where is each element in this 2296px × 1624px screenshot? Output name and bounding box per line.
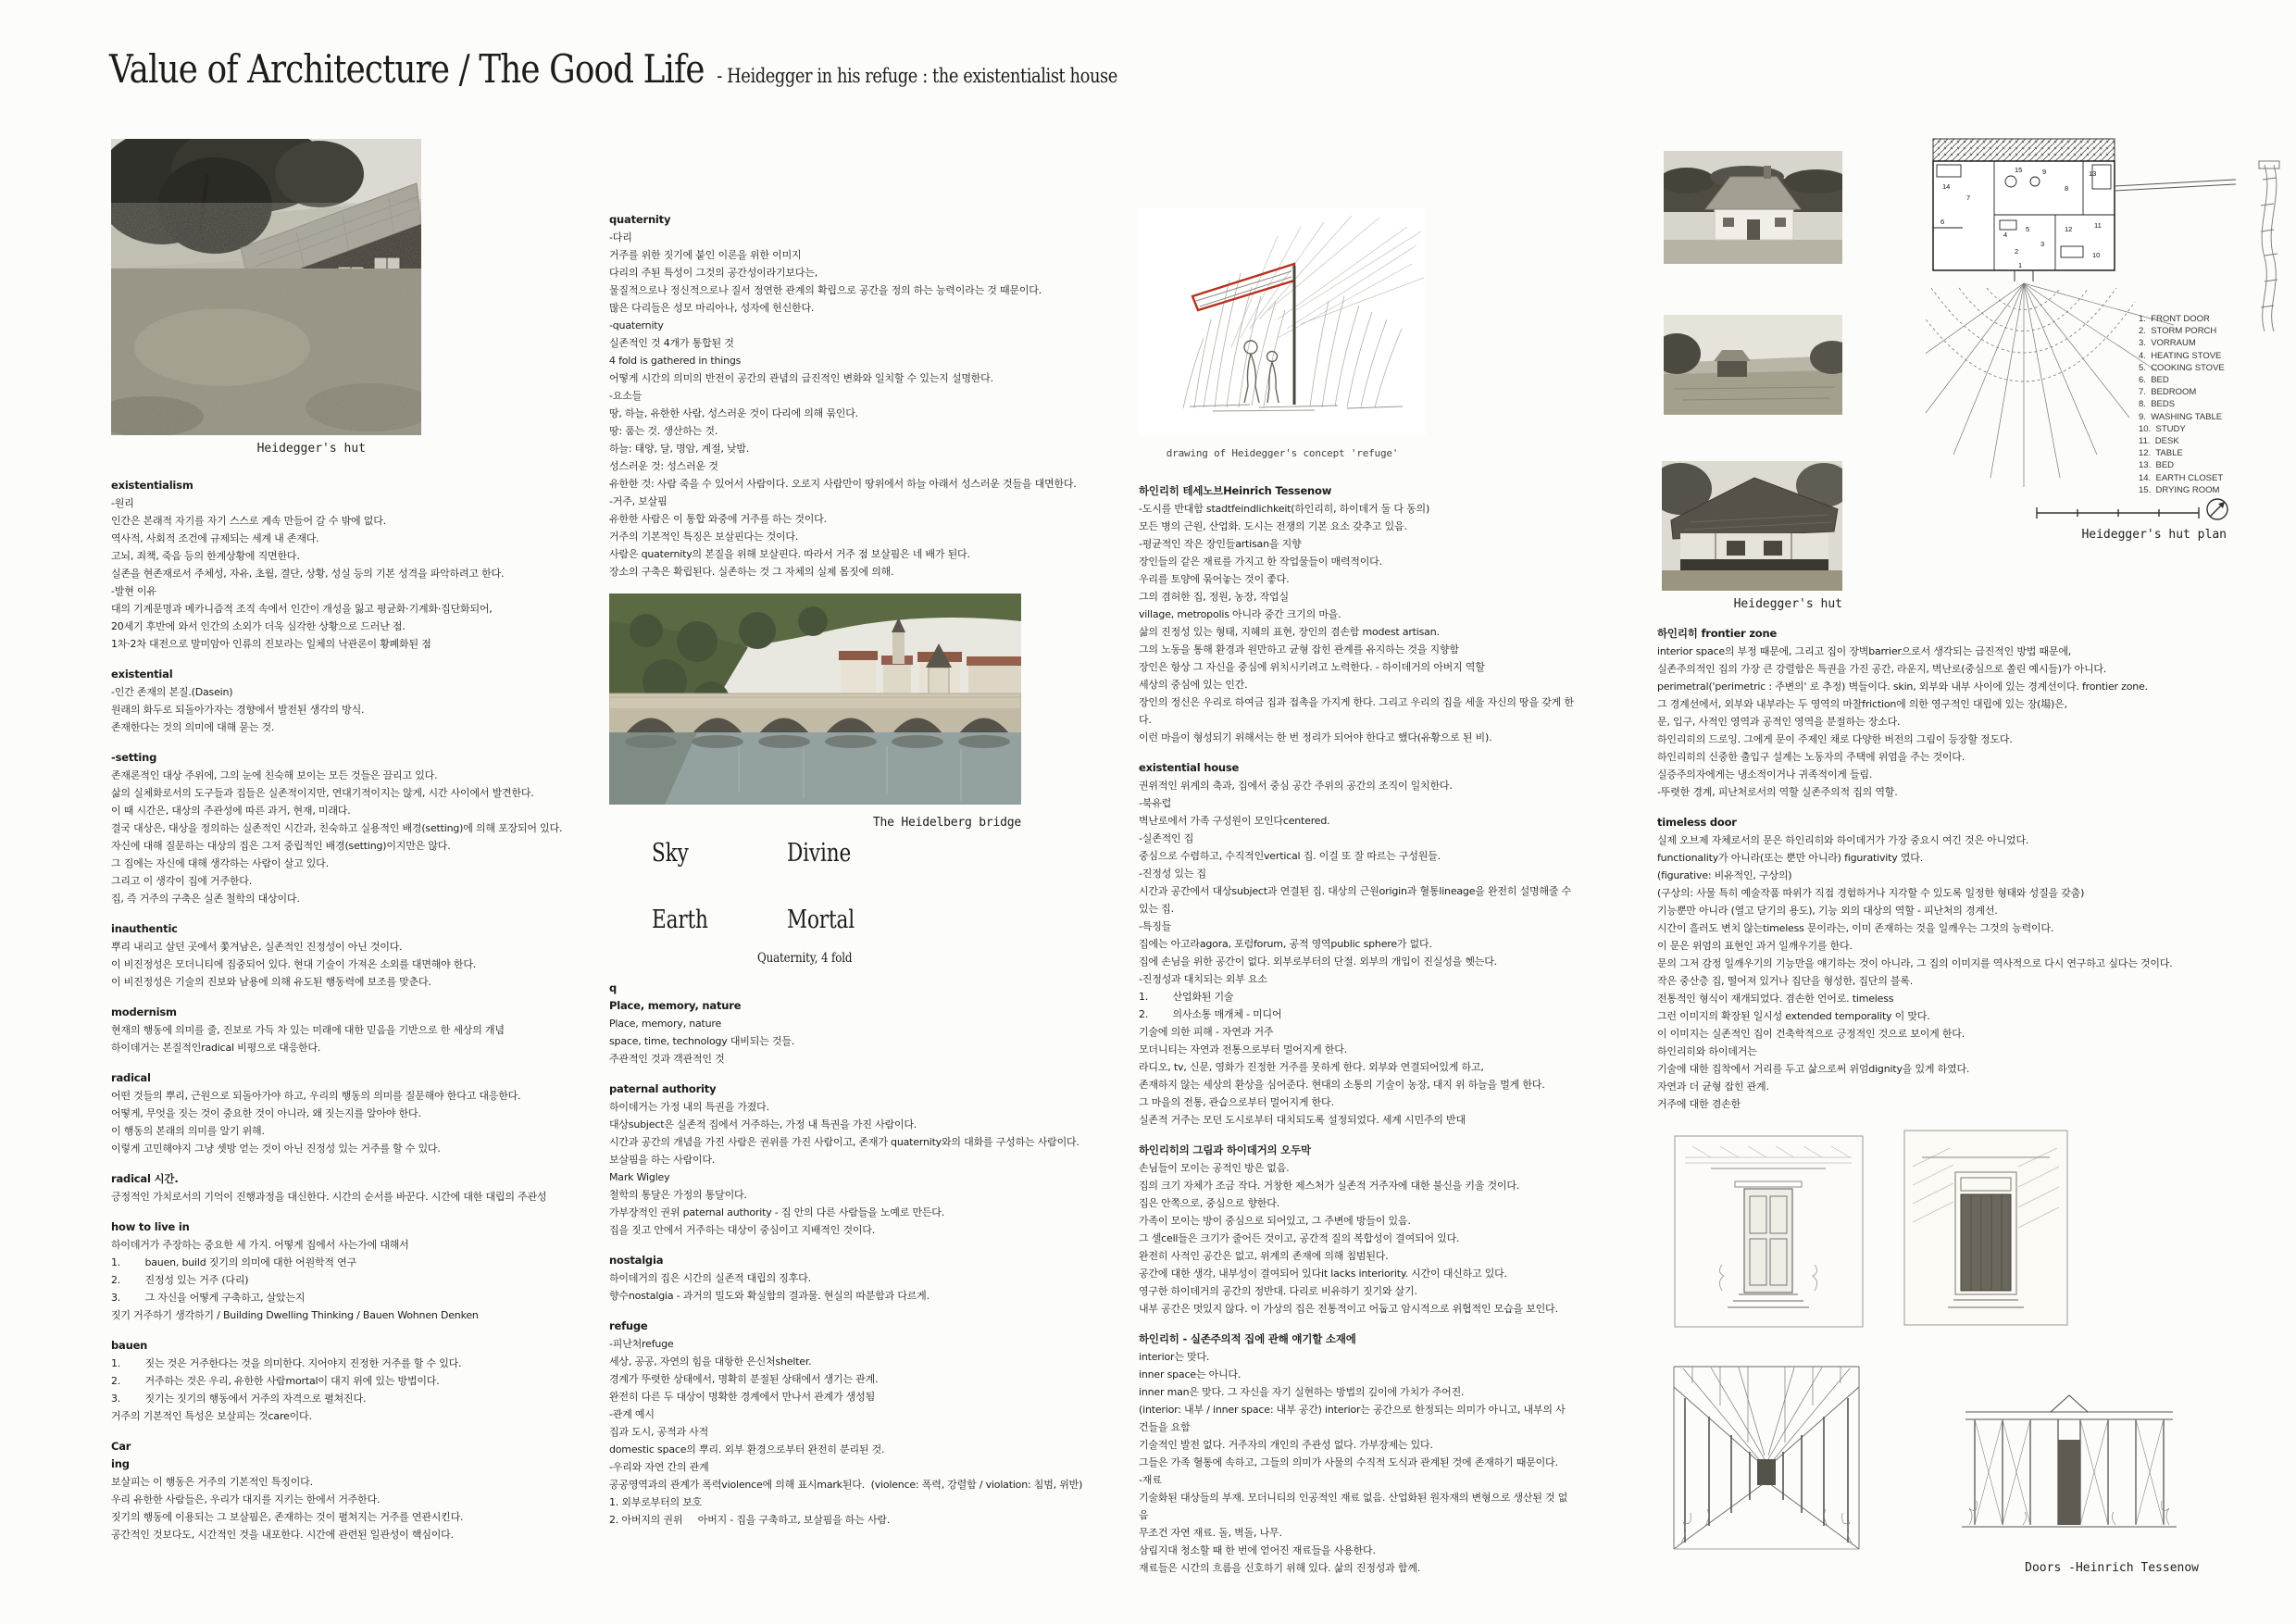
- refuge-concept-sketch: [1139, 208, 1574, 441]
- section-line: 1. 외부로부터의 보호: [609, 1496, 703, 1508]
- section-line: 재료들은 시간의 흐름을 신호하기 위해 있다. 삶의 진정성과 함께.: [1139, 1562, 1421, 1574]
- section-line: 삶의 진정성 있는 형태, 지혜의 표현, 장인의 겸손함 modest artisan.: [1139, 626, 1440, 638]
- section-line: 주관적인 것과 객관적인 것: [609, 1053, 725, 1065]
- section-line: 그 셀cell들은 크기가 줄어든 것이고, 공간적 질의 복합성이 결여되어 있다.: [1139, 1232, 1460, 1244]
- doors-caption: Doors -Heinrich Tessenow: [2025, 1561, 2199, 1575]
- section-line: 20세기 후반에 와서 인간의 소외가 더욱 심각한 상황으로 드러난 점.: [111, 620, 406, 632]
- section-line: 시간이 흘러도 변치 않는timeless 문이라는, 이미 존재하는 것을 일깨우는 그것의 능력이다.: [1657, 922, 2054, 934]
- legend-item: 1. FRONT DOOR: [2139, 314, 2210, 324]
- section-line: -뚜렷한 경계, 피난처로서의 역할 실존주의적 집의 역할.: [1657, 786, 1898, 798]
- svg-text:5: 5: [2026, 225, 2030, 233]
- section-line: 많은 다리들은 성모 마리아나, 성자에 헌신한다.: [609, 302, 815, 314]
- heidelberg-bridge-photo: [609, 593, 1109, 810]
- svg-text:11: 11: [2094, 221, 2102, 230]
- section-line: -평균적인 작은 장인들artisan을 지향: [1139, 538, 1302, 550]
- section-line: 삶의 실체화로서의 도구들과 집들은 실존적이지만, 연대기적이지는 않게, 시간 사이에서 발견한다.: [111, 787, 534, 799]
- tessenow-text: [1139, 482, 1574, 1577]
- svg-text:1: 1: [2018, 261, 2023, 269]
- section-line: 집의 크기 자체가 조금 작다. 거창한 제스처가 실존적 거주자에 대한 불신을 키울 것이다.: [1139, 1180, 1520, 1192]
- section-line: 사람은 quaternity의 본질을 위해 보살핀다. 따라서 거주 점 보살핌은 네 배가 된다.: [609, 548, 970, 560]
- section-line: 경계가 뚜렷한 상태에서, 명확히 분절된 상태에서 생기는 관계.: [609, 1373, 879, 1385]
- section-line: 긍정적인 가치로서의 기억이 진행과정을 대신한다. 시간의 순서를 바꾼다. 시간에 대한 대립의 주관성: [111, 1191, 547, 1203]
- section-line: 그 집에는 자신에 대해 생각하는 사람이 살고 있다.: [111, 857, 329, 869]
- section-heading: 하인리히 - 실존주의적 집에 관해 얘기할 소재에: [1139, 1332, 1356, 1345]
- text-section: [609, 980, 1109, 1068]
- legend-item: 12. TABLE: [2139, 448, 2183, 459]
- left-photo-caption: Heidegger's hut: [256, 442, 366, 456]
- section-line: 유한한 사람은 이 통합 와중에 거주를 하는 것이다.: [609, 513, 827, 525]
- section-line: 실증주의자에게는 냉소적이거나 귀족적이게 들림.: [1657, 768, 1873, 781]
- section-line: 하늘: 태양, 달, 명암, 계절, 낮밤.: [609, 443, 750, 455]
- section-line: 1. 산업화된 기술: [1139, 991, 1234, 1003]
- section-line: 현재의 행동에 의미를 줄, 진보로 가득 차 있는 미래에 대한 믿음을 기반으로 한 세상의 개념: [111, 1024, 505, 1036]
- section-line: 하이데거는 본질적인radical 비평으로 대응한다.: [111, 1042, 321, 1054]
- door-drawing-1: [1674, 1135, 1864, 1331]
- section-line: 실존적인 것 4개가 통합된 것: [609, 337, 734, 349]
- section-line: 1. 짓는 것은 거주한다는 것을 의미한다. 지어야지 진정한 거주를 할 수 있다.: [111, 1357, 462, 1369]
- hut-landscape-photo: [1664, 315, 1842, 418]
- section-line: -특징들: [1139, 920, 1172, 932]
- section-line: 유한한 것: 사람 죽을 수 있어서 사람이다. 오로지 사람만이 땅위에서 하늘 아래서 성스러운 것들을 대면한다.: [609, 478, 1077, 490]
- section-line: -거주, 보살핌: [609, 495, 668, 507]
- quaternity-earth-label: Earth: [652, 906, 708, 934]
- section-line: interior는 맞다.: [1139, 1351, 1210, 1363]
- section-line: 무조건 자연 재료. 돌, 벽돌, 나무.: [1139, 1527, 1282, 1539]
- section-line: 집에 손님을 위한 공간이 없다. 외부로부터의 단절. 외부의 개입이 진실성을 헷는다.: [1139, 956, 1497, 968]
- section-line: 존재론적인 대상 주위에, 그의 눈에 친숙해 보이는 모든 것들은 끌리고 있다.: [111, 769, 438, 781]
- legend-item: 2. STORM PORCH: [2139, 326, 2217, 337]
- svg-text:7: 7: [1966, 194, 1971, 202]
- section-line: 결국 대상은, 대상을 정의하는 실존적인 시간과, 친숙하고 실용적인 배경(setting)에 의해 포장되어 있다.: [111, 822, 563, 834]
- legend-item: 4. HEATING STOVE: [2139, 350, 2222, 361]
- section-line: 이 문은 위엄의 표현인 과거 일깨우기를 한다.: [1657, 940, 1853, 952]
- section-line: space, time, technology 대비되는 것들.: [609, 1035, 795, 1047]
- svg-text:12: 12: [2065, 225, 2073, 233]
- quaternity-text: [609, 211, 1109, 581]
- section-line: (figurative: 비유적인, 구상의): [1657, 869, 1792, 881]
- section-line: 장인의 정신은 우리로 하여금 집과 접촉을 가지게 한다. 그리고 우리의 집을 세울 자신의 땅을 갖게 한다.: [1139, 696, 1574, 726]
- section-heading: timeless door: [1657, 816, 1737, 829]
- section-line: 하인리히의 드로잉. 그에게 문이 주제인 채로 다양한 버전의 그림이 등장할 정도다.: [1657, 733, 2013, 745]
- trellis-sketch: [1958, 1384, 2180, 1555]
- section-line: 대의 기계문명과 메카니즘적 조직 속에서 인간이 개성을 잃고 평균화·기계화·집단화되어,: [111, 603, 493, 615]
- section-line: 우리 유한한 사람들은, 우리가 대지를 지키는 한에서 거주한다.: [111, 1493, 381, 1505]
- section-line: functionality가 아니라(또는 뿐만 아니라) figurativity 였다.: [1657, 852, 1924, 864]
- section-line: 다리의 주된 특성이 그것의 공간성이라기보다는,: [609, 267, 818, 279]
- legend-item: 14. EARTH CLOSET: [2139, 472, 2224, 483]
- section-heading: paternal authority: [609, 1082, 717, 1095]
- section-heading: inauthentic: [111, 922, 178, 935]
- section-heading: Car: [111, 1440, 131, 1453]
- section-line: 삼림지대 청소할 때 한 번에 얻어진 재료들을 사용한다.: [1139, 1544, 1376, 1556]
- section-line: 집과 도시, 공적과 사적: [609, 1426, 709, 1438]
- legend-item: 13. BED: [2139, 460, 2175, 471]
- section-line: 어떻게 시간의 의미의 반전이 공간의 관념의 급진적인 변화와 일치할 수 있는지 설명한다.: [609, 372, 993, 384]
- section-line: 짓기 거주하기 생각하기 / Building Dwelling Thinking / Bauen Wohnen Denken: [111, 1309, 479, 1321]
- section-line: 그의 노동을 통해 환경과 원만하고 균형 잡힌 관계를 유지하는 것을 지향함: [1139, 643, 1459, 656]
- section-line: -quaternity: [609, 319, 664, 331]
- section-line: -요소들: [609, 390, 643, 402]
- section-line: 공간에 대한 생각, 내부성이 결여되어 있다it lacks interiority. 시간이 대신하고 있다.: [1139, 1268, 1507, 1280]
- section-line: 하이데거가 주장하는 중요한 세 가지. 어떻게 집에서 사는가에 대해서: [111, 1239, 409, 1251]
- text-section: [609, 1318, 1109, 1529]
- section-line: -원리: [111, 497, 134, 509]
- section-line: 그리고 이 생각이 집에 거주한다.: [111, 875, 253, 887]
- quaternity-diagram: [609, 837, 1109, 978]
- section-heading: 하인리히 frontier zone: [1657, 627, 1778, 640]
- section-line: 전통적인 형식이 재개되었다. 겸손한 언어로. timeless: [1657, 993, 1894, 1005]
- section-line: 짓기의 행동에 이용되는 그 보살핌은, 존재하는 것이 펼쳐지는 거주를 연관시킨다.: [111, 1511, 464, 1523]
- hut-plan-caption: Heidegger's hut plan: [2081, 528, 2227, 542]
- section-line: -인간 존재의 본질.(Dasein): [111, 686, 233, 698]
- text-section: [1657, 625, 2185, 801]
- section-line: 3. 그 자신을 어떻게 구축하고, 살았는지: [111, 1292, 306, 1304]
- section-line: 이렇게 고민해야지 그냥 셋방 얻는 것이 아닌 진정성 있는 거주를 할 수 있다.: [111, 1143, 441, 1155]
- section-line: 문의 그저 감정 일깨우기의 기능만을 얘기하는 것이 아니라, 그 집의 이미지를 역사적으로 다시 연구하고 싶다는 것이다.: [1657, 957, 2173, 969]
- section-line: 원래의 화두로 되돌아가자는 경향에서 발전된 생각의 방식.: [111, 704, 365, 716]
- section-line: 우리를 토양에 묶어놓는 것이 좋다.: [1139, 573, 1290, 585]
- section-heading: Place, memory, nature: [609, 999, 742, 1012]
- section-line: 존재하지 않는 세상의 환상을 심어준다. 현대의 소통의 기술이 농장, 대지 위 하늘을 멀게 한다.: [1139, 1079, 1545, 1091]
- section-line: 2. 거주하는 것은 우리, 유한한 사람mortal이 대지 위에 있는 방법이다.: [111, 1375, 440, 1387]
- svg-text:9: 9: [2042, 168, 2047, 176]
- section-line: 모든 병의 근원, 산업화. 도시는 전쟁의 기본 요소 갖추고 있음.: [1139, 520, 1407, 532]
- legend-item: 6. BED: [2139, 375, 2169, 386]
- text-section: [111, 749, 630, 907]
- section-line: 하이데거는 가정 내의 특권을 가졌다.: [609, 1101, 769, 1113]
- section-line: 1차·2차 대전으로 말미암아 인류의 진보라는 일체의 낙관론이 황폐화된 점: [111, 638, 431, 650]
- section-line: 모더니티는 자연과 전통으로부터 멀어지게 한다.: [1139, 1043, 1348, 1056]
- section-line: 손님들이 모이는 공적인 방은 없음.: [1139, 1162, 1290, 1174]
- column-tessenow: [1139, 208, 1574, 1590]
- text-section: [111, 1337, 630, 1425]
- section-line: 집은 안쪽으로, 중심으로 향한다.: [1139, 1197, 1280, 1209]
- quaternity-caption: Quaternity, 4 fold: [757, 951, 853, 966]
- section-line: (구상의: 사물 특히 예술작품 따위가 직접 경험하거나 지각할 수 있도록 일정한 형태와 성질을 갖춤): [1657, 887, 2085, 899]
- section-line: 장소의 구축은 확립된다. 실존하는 것 그 자체의 실제 몸짓에 의해.: [609, 566, 894, 578]
- right-hut-caption: Heidegger's hut: [1733, 597, 1842, 611]
- section-line: 철학의 통달은 가정의 통달이다.: [609, 1189, 747, 1201]
- section-line: 이런 마을이 형성되기 위해서는 한 번 정리가 되어야 한다고 했다(유황으로 된 비).: [1139, 731, 1492, 743]
- text-section: [111, 1438, 630, 1543]
- section-heading: radical: [111, 1071, 151, 1084]
- section-line: 가족이 모이는 방이 중심으로 되어있고, 그 주변에 방들이 있음.: [1139, 1215, 1411, 1227]
- section-line: 내부 공간은 멋있지 않다. 이 가상의 집은 전통적이고 어둡고 암시적으로 위협적인 모습을 보인다.: [1139, 1303, 1558, 1315]
- section-heading: radical 시간.: [111, 1172, 179, 1185]
- section-heading: refuge: [609, 1319, 648, 1332]
- column-existentialism: [111, 477, 630, 1556]
- section-heading: how to live in: [111, 1220, 190, 1233]
- sketch-caption: drawing of Heidegger's concept 'refuge': [1166, 447, 1399, 459]
- section-line: -발현 이유: [111, 585, 156, 597]
- section-line: 2. 진정성 있는 거주 (다리): [111, 1274, 249, 1286]
- section-line: inner space는 아니다.: [1139, 1368, 1242, 1380]
- section-line: 시간과 공간에서 대상subject과 연결된 집. 대상의 근원origin과 혈통lineage을 완전히 설명해줄 수 있는 집.: [1139, 885, 1575, 915]
- section-line: 세상, 공공, 자연의 힘을 대항한 은신처shelter.: [609, 1355, 812, 1368]
- section-line: 어떻게, 무엇을 짓는 것이 중요한 것이 아니라, 왜 짓는지를 알아야 한다.: [111, 1107, 421, 1119]
- section-line: inner man은 맞다. 그 자신을 자기 실현하는 방법의 깊이에 가치가 주어진.: [1139, 1386, 1465, 1398]
- legend-item: 11. DESK: [2139, 436, 2179, 447]
- section-line: 3. 짓기는 짓기의 행동에서 거주의 자격으로 펼쳐진다.: [111, 1393, 367, 1405]
- section-line: 집에는 아고라agora, 포럼forum, 공적 영역public sphere가 없다.: [1139, 938, 1432, 950]
- text-section: [111, 1218, 630, 1324]
- svg-text:14: 14: [1942, 182, 1951, 191]
- quaternity-sky-label: Sky: [652, 839, 689, 868]
- svg-text:13: 13: [2089, 169, 2097, 178]
- text-section: [111, 1069, 630, 1157]
- section-line: 1. bauen, build 짓기의 의미에 대한 어원학적 연구: [111, 1256, 356, 1268]
- section-heading: 하인리히 테세노브Heinrich Tessenow: [1139, 484, 1332, 497]
- section-line: 문, 입구, 사적인 영역과 공적인 영역을 분절하는 장소다.: [1657, 716, 1901, 728]
- section-line: 이 때 시간은, 대상의 주관성에 따른 과거, 현재, 미래다.: [111, 805, 351, 817]
- section-heading: existential: [111, 668, 173, 681]
- section-line: domestic space의 뿌리. 외부 환경으로부터 완전히 분리된 것.: [609, 1443, 885, 1455]
- section-line: 그 마을의 전통, 관습으로부터 멀어지게 한다.: [1139, 1096, 1334, 1108]
- legend-item: 8. BEDS: [2139, 399, 2176, 410]
- section-line: 자연과 더 균형 잡힌 관계.: [1657, 1081, 1769, 1093]
- text-section: [609, 1081, 1109, 1239]
- section-line: 벽난로에서 가족 구성원이 모인다centered.: [1139, 815, 1330, 827]
- section-line: 그런 이미지의 확장된 일시성 extended temporality 이 맞다.: [1657, 1010, 1930, 1022]
- section-line: 땅, 하늘, 유한한 사람, 성스러운 것이 다리에 의해 묶인다.: [609, 407, 858, 419]
- section-line: Place, memory, nature: [609, 1018, 722, 1030]
- section-line: 그의 겸허한 집, 정원, 농장, 작업실: [1139, 591, 1289, 603]
- section-line: 거주에 대한 겸손한: [1657, 1098, 1741, 1110]
- section-line: village, metropolis 아니라 중간 크기의 마을.: [1139, 608, 1341, 620]
- section-line: 성스러운 것: 성스러운 것: [609, 460, 718, 472]
- section-heading: q: [609, 981, 618, 994]
- bridge-caption: The Heidelberg bridge: [872, 816, 1021, 830]
- section-line: 이 비진정성은 기술의 진보와 남용에 의해 유도된 행동력에 보조를 맞춘다.: [111, 976, 431, 988]
- hut-closeup-photo: [1662, 461, 1842, 594]
- section-line: 보살피는 이 행동은 거주의 기본적인 특징이다.: [111, 1476, 313, 1488]
- section-line: interior space의 부정 때문에, 그리고 집이 장벽barrier으로서 생각되는 급진적인 방법 때문에,: [1657, 645, 2072, 657]
- section-line: 그들은 가족 혈통에 속하고, 그들의 의미가 사물의 수직적 도식과 관계된 것에 존재하기 때문이다.: [1139, 1456, 1558, 1468]
- text-section: [1657, 814, 2185, 1113]
- section-line: -다리: [609, 231, 632, 244]
- section-heading: -setting: [111, 751, 157, 764]
- door-drawing-2: [1903, 1130, 2068, 1330]
- section-line: 거주의 기본적인 특성은 보살피는 것care이다.: [111, 1410, 312, 1422]
- section-heading: nostalgia: [609, 1254, 664, 1267]
- heidegger-hut-photo: [111, 139, 421, 435]
- plan-legend: [2139, 313, 2259, 496]
- text-section: [111, 666, 630, 736]
- text-section: [111, 1170, 630, 1206]
- legend-item: 15. DRYING ROOM: [2139, 484, 2220, 495]
- text-section: [1139, 482, 1574, 746]
- text-section: [609, 1252, 1109, 1305]
- section-line: 거주의 기본적인 특징은 보살핀다는 것이다.: [609, 531, 799, 543]
- section-line: -도시를 반대함 stadtfeindlichkeit(하인리히, 하이데거 둘 다 동의): [1139, 503, 1430, 515]
- section-line: 집, 즉 거주의 구축은 실존 철학의 대상이다.: [111, 893, 300, 905]
- section-line: 보살핌을 하는 사람이다.: [609, 1154, 716, 1166]
- section-line: 이 비진정성은 모더니티에 집중되어 있다. 현대 기술이 가져온 소외를 대면해야 한다.: [111, 958, 477, 970]
- section-line: 세상의 중심에 있는 인간.: [1139, 679, 1248, 691]
- section-line: -피난처refuge: [609, 1338, 674, 1350]
- column-frontier-zone: [1657, 625, 2185, 1126]
- section-line: 완전히 사적인 공간은 없고, 위계의 존재에 의해 침범된다.: [1139, 1250, 1389, 1262]
- section-line: 가부장적인 권위 paternal authority - 집 안의 다른 사람들을 노예로 만든다.: [609, 1206, 945, 1218]
- section-line: 기술화된 대상들의 부재. 모더니티의 인공적인 재료 없음. 산업화된 원자재의 변형으로 생산된 것 없음: [1139, 1492, 1568, 1521]
- section-heading: quaternity: [609, 213, 671, 226]
- section-line: 공공영역과의 관계가 폭력violence에 의해 표시mark된다. (violence: 폭력, 강렬함 / violation: 침범, 위반): [609, 1479, 1083, 1491]
- pergola-sketch: [1665, 1359, 1868, 1562]
- section-heading: ing: [111, 1457, 130, 1470]
- text-section: [1139, 1142, 1574, 1318]
- section-line: 하인리히와 하이데거는: [1657, 1045, 1757, 1057]
- section-heading: bauen: [111, 1339, 148, 1352]
- section-line: 기술적인 발전 없다. 거주자의 개인의 주관성 없다. 가부장제는 있다.: [1139, 1439, 1433, 1451]
- section-line: (interior: 내부 / inner space: 내부 공간) interior는 공간으로 한정되는 의미가 아니고, 내부의 사건들을 요함: [1139, 1404, 1566, 1433]
- column-quaternity: [609, 211, 1109, 1542]
- section-line: 장인들의 같은 재료를 가지고 한 작업물들이 매력적이다.: [1139, 556, 1382, 568]
- section-line: -진정성과 대치되는 외부 요소: [1139, 973, 1267, 985]
- section-line: 하이데거의 집은 시간의 실존적 대립의 징후다.: [609, 1272, 811, 1284]
- section-line: 그 경계선에서, 외부와 내부라는 두 영역의 마찰friction에 의한 영구적인 대립에 있는 장(場)은,: [1657, 698, 2067, 710]
- section-line: 기능뿐만 아니라 (열고 닫기의 용도), 기능 외의 대상의 역할 - 피난처의 경계선.: [1657, 905, 1998, 917]
- section-line: 집을 짓고 안에서 거주하는 대상이 중심이고 지배적인 것이다.: [609, 1224, 876, 1236]
- section-line: 4 fold is gathered in things: [609, 355, 742, 367]
- section-heading: 하인리히의 그림과 하이데거의 오두막: [1139, 1143, 1311, 1156]
- section-line: 역사적, 사회적 조건에 규제되는 세계 내 존재다.: [111, 532, 319, 544]
- section-line: 기술에 의한 피해 - 자연과 거주: [1139, 1026, 1274, 1038]
- legend-item: 10. STUDY: [2139, 423, 2186, 434]
- section-line: 땅: 품는 것. 생산하는 것.: [609, 425, 718, 437]
- svg-text:15: 15: [2015, 166, 2023, 174]
- text-section: [111, 920, 630, 991]
- section-line: 하인리히의 신중한 출입구 설계는 노동자의 주택에 위엄을 주는 것이다.: [1657, 751, 1965, 763]
- section-heading: modernism: [111, 1006, 177, 1018]
- section-line: -진정성 있는 집: [1139, 868, 1206, 880]
- section-line: 인간은 본래적 자기를 자기 스스로 계속 만들어 갈 수 밖에 없다.: [111, 515, 386, 527]
- legend-item: 9. WASHING TABLE: [2139, 411, 2223, 422]
- text-section: [609, 211, 1109, 581]
- section-line: 시간과 공간의 개념을 가진 사람은 권위를 가진 사람이고, 존재가 quaternity와의 대화를 구성하는 사람이다.: [609, 1136, 1079, 1148]
- section-heading: existentialism: [111, 479, 193, 492]
- section-line: 실제 오브제 자체로서의 문은 하인리히와 하이데거가 가장 중요시 여긴 것은 아니었다.: [1657, 834, 2029, 846]
- section-line: 물질적으로나 정신적으로나 질서 정연한 관계의 확립으로 공간을 정의 하는 능력이라는 것 때문이다.: [609, 284, 1042, 296]
- svg-text:2: 2: [2015, 247, 2019, 256]
- legend-item: 7. BEDROOM: [2139, 387, 2197, 398]
- section-line: 실존을 현존재로서 주체성, 자유, 초월, 결단, 상황, 성실 등의 기본 성격을 파악하려고 한다.: [111, 568, 505, 580]
- legend-item: 5. COOKING STOVE: [2139, 362, 2225, 373]
- svg-text:3: 3: [2040, 240, 2045, 248]
- section-line: 고뇌, 죄책, 죽음 등의 한계상황에 직면한다.: [111, 550, 300, 562]
- section-line: 실존적 거주는 모던 도시로부터 대치되도록 설정되었다. 세계 시민주의 반대: [1139, 1114, 1466, 1126]
- page-subtitle: - Heidegger in his refuge : the existentialist house: [717, 65, 1117, 87]
- section-line: 존재한다는 것의 의미에 대해 묻는 것.: [111, 721, 275, 733]
- paternal-authority-text: [609, 980, 1109, 1529]
- section-line: 이 행동의 본래의 의미를 알기 위해.: [111, 1125, 265, 1137]
- svg-text:4: 4: [2003, 231, 2008, 239]
- section-line: -우리와 자연 간의 관계: [609, 1461, 709, 1473]
- section-line: 중심으로 수렴하고, 수직적인vertical 집. 이걸 또 잘 따르는 구성원들.: [1139, 850, 1441, 862]
- section-line: 2. 의사소통 매개체 - 미디어: [1139, 1008, 1282, 1020]
- hut-model-photo: [1664, 151, 1842, 268]
- section-line: 공간적인 것보다도, 시간적인 것을 내포한다. 시간에 관련된 일관성이 핵심이다.: [111, 1529, 454, 1541]
- section-line: 작은 중산층 집, 떨어져 있거나 집단을 형성한, 집단의 블록.: [1657, 975, 1914, 987]
- section-line: 실존주의적인 집의 가장 큰 강렬함은 특권을 가진 공간, 라운지, 벽난로(중심으로 쏠린 예시들)가 아니다.: [1657, 663, 2107, 675]
- section-line: 대상subject은 실존적 집에서 거주하는, 가정 내 특권을 가진 사람이다.: [609, 1118, 917, 1131]
- text-section: [111, 477, 630, 653]
- section-line: 장인은 항상 그 자신을 중심에 위치시키려고 노력한다. - 하이데거의 아버지 역할: [1139, 661, 1485, 673]
- text-section: [1139, 759, 1574, 1129]
- section-line: 뿌리 내리고 살던 곳에서 쫓겨남은, 실존적인 진정성이 아닌 것이다.: [111, 941, 403, 953]
- text-section: [1139, 1330, 1574, 1577]
- section-line: 2. 아버지의 권위 아버지 - 집을 구축하고, 보살핌을 하는 사람.: [609, 1514, 891, 1526]
- section-line: -북유럽: [1139, 797, 1172, 809]
- section-line: -재료: [1139, 1474, 1162, 1486]
- quaternity-divine-label: Divine: [787, 839, 852, 868]
- page-title: Value of Architecture / The Good Life: [109, 46, 705, 92]
- section-line: 영구한 하이데거의 공간의 정반대. 다리로 비유하기 짓기와 살기.: [1139, 1285, 1417, 1297]
- section-line: Mark Wigley: [609, 1171, 670, 1183]
- section-heading: existential house: [1139, 761, 1240, 774]
- section-line: 어떤 것들의 뿌리, 근원으로 되돌아가야 하고, 우리의 행동의 의미를 질문해야 한다고 대응한다.: [111, 1090, 521, 1102]
- svg-text:10: 10: [2092, 251, 2101, 259]
- section-line: 거주를 위한 짓기에 붙인 이론을 위한 이미지: [609, 249, 802, 261]
- section-line: 이 이미지는 실존적인 집이 건축학적으로 긍정적인 것으로 보이게 한다.: [1657, 1028, 1965, 1040]
- section-line: 기술에 대한 집착에서 거리를 두고 삶으로써 위엄dignity을 있게 하였다.: [1657, 1063, 1970, 1075]
- svg-text:6: 6: [1940, 218, 1945, 226]
- section-line: 권위적인 위계의 축과, 집에서 중심 공간 주위의 공간의 조직이 일치한다.: [1139, 780, 1453, 792]
- section-line: -실존적인 집: [1139, 832, 1194, 844]
- page-title-row: [109, 46, 1117, 92]
- section-line: perimetral('perimetric : 주변의' 로 추정) 벽들이다. skin, 외부와 내부 사이에 있는 경계선이다. frontier zone.: [1657, 681, 2148, 693]
- section-line: 향수nostalgia - 과거의 밀도와 확실함의 결과물. 현실의 따분함과 다르게.: [609, 1290, 930, 1302]
- section-line: 완전히 다른 두 대상이 명확한 경계에서 만나서 관계가 생성됨: [609, 1391, 876, 1403]
- legend-item: 3. VORRAUM: [2139, 338, 2196, 349]
- site-path-sketch: [2248, 159, 2290, 339]
- section-line: 라디오, tv, 신문, 영화가 진정한 거주를 못하게 한다. 외부와 연결되어있게 하고,: [1139, 1061, 1484, 1073]
- quaternity-mortal-label: Mortal: [787, 906, 855, 934]
- section-line: -관계 예시: [609, 1408, 655, 1420]
- section-line: 자신에 대해 질문하는 대상의 집은 그저 중립적인 배경(setting)이지만은 않다.: [111, 840, 451, 852]
- text-section: [111, 1004, 630, 1056]
- svg-text:8: 8: [2065, 184, 2069, 193]
